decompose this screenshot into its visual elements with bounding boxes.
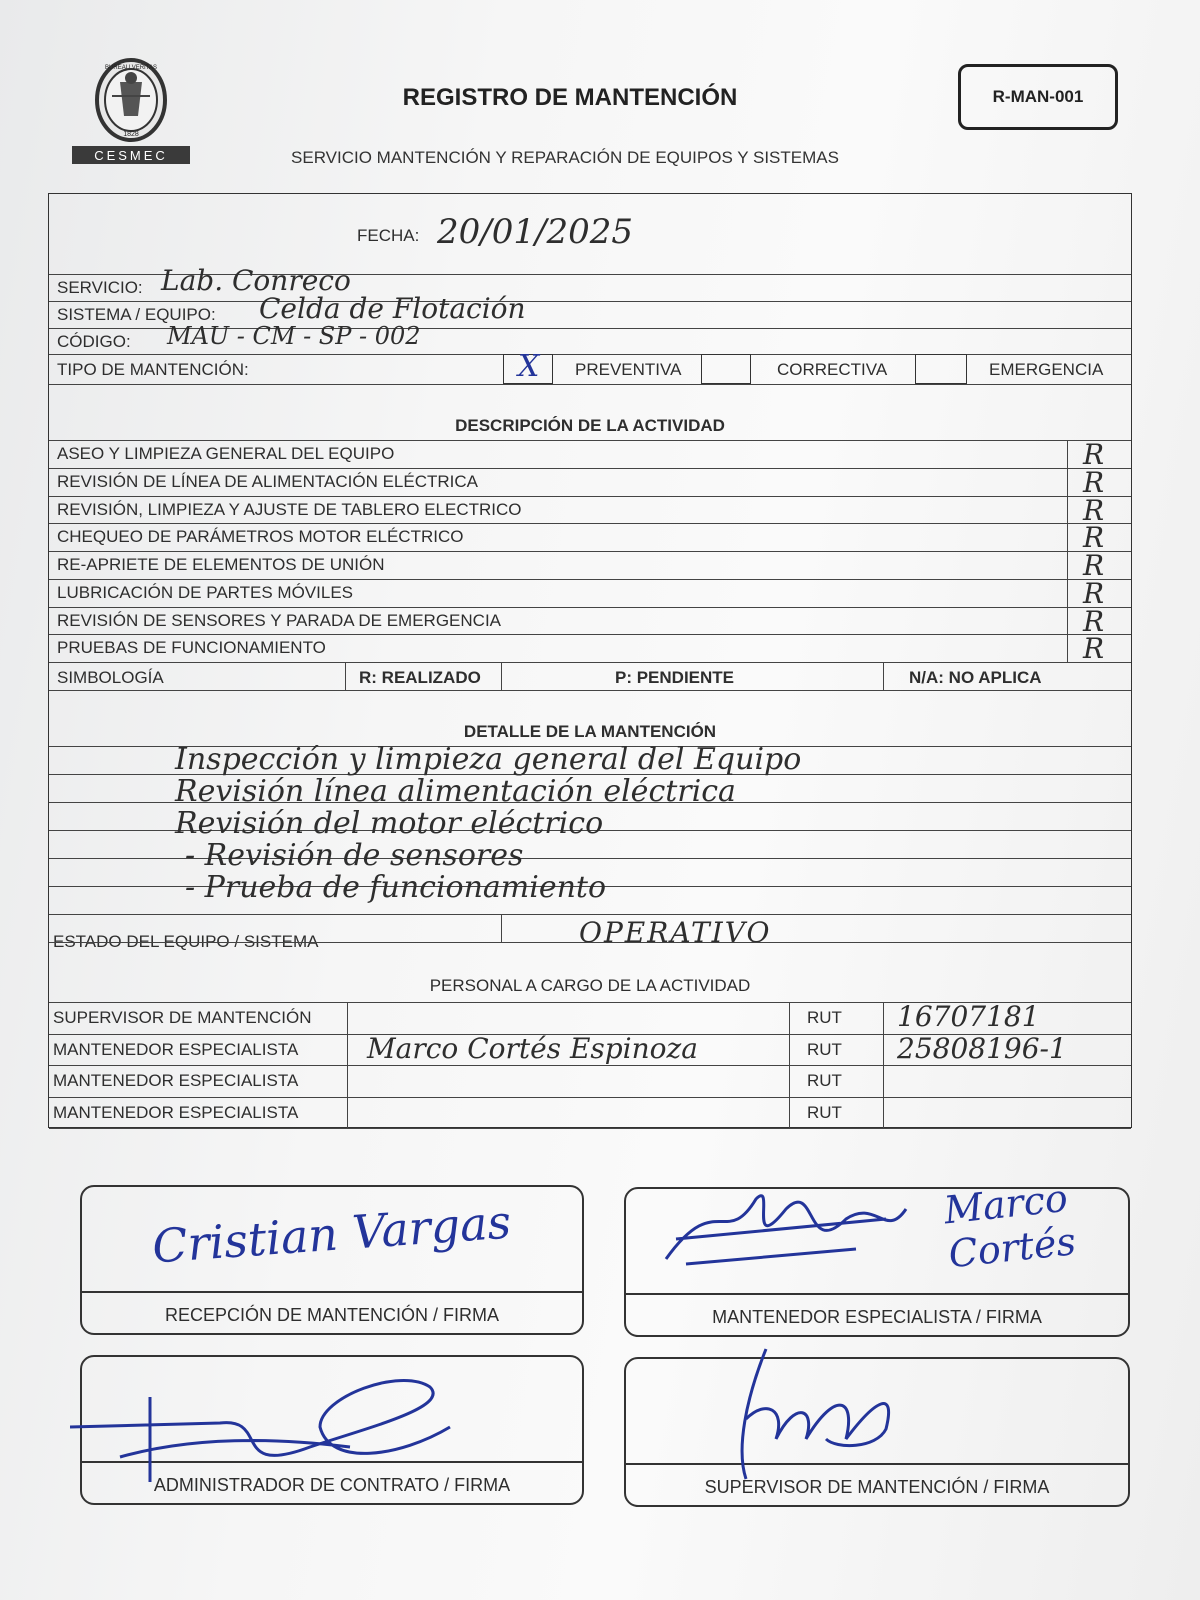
detail-line[interactable]: Revisión del motor eléctrico <box>175 806 604 841</box>
supervisor-signature-box[interactable] <box>624 1357 1130 1507</box>
administrador-signature-box[interactable] <box>80 1355 584 1505</box>
rut-label: RUT <box>807 1008 842 1027</box>
activity-label: ASEO Y LIMPIEZA GENERAL DEL EQUIPO <box>57 444 395 463</box>
activity-status[interactable]: R <box>1083 438 1105 471</box>
personnel-name[interactable]: Marco Cortés Espinoza <box>367 1031 698 1065</box>
recepcion-caption: RECEPCIÓN DE MANTENCIÓN / FIRMA <box>164 1305 500 1325</box>
mantenedor-signature: Marco Cortés <box>941 1175 1078 1277</box>
emergencia-checkbox[interactable] <box>915 354 967 384</box>
rut-label: RUT <box>807 1071 842 1090</box>
fecha-value[interactable]: 20/01/2025 <box>437 212 633 252</box>
page-title: REGISTRO DE MANTENCIÓN <box>402 84 738 111</box>
bureau-veritas-logo <box>72 56 190 168</box>
rut-value[interactable]: 25808196-1 <box>897 1031 1067 1065</box>
activity-label: REVISIÓN, LIMPIEZA Y AJUSTE DE TABLERO ELECTRICO <box>57 499 522 519</box>
activity-label: CHEQUEO DE PARÁMETROS MOTOR ELÉCTRICO <box>57 527 464 547</box>
emergencia-label: EMERGENCIA <box>989 360 1104 379</box>
sistema-label: SISTEMA / EQUIPO: <box>57 305 216 324</box>
correctiva-checkbox[interactable] <box>701 354 751 384</box>
activity-status[interactable]: R <box>1083 549 1105 582</box>
personnel-role: MANTENEDOR ESPECIALISTA <box>53 1039 299 1059</box>
logo-year: 1828 <box>123 131 139 138</box>
personnel-role: MANTENEDOR ESPECIALISTA <box>53 1071 299 1090</box>
personnel-role: MANTENEDOR ESPECIALISTA <box>53 1102 299 1122</box>
activity-label: REVISIÓN DE SENSORES Y PARADA DE EMERGENCIA <box>57 610 502 630</box>
pendiente-legend: P: PENDIENTE <box>615 668 735 687</box>
servicio-label: SERVICIO: <box>57 278 143 297</box>
logo-band-text: CESMEC <box>94 148 168 163</box>
preventiva-check-mark: X <box>518 349 540 384</box>
rut-value[interactable]: 16707181 <box>897 1000 1040 1033</box>
activity-label: LUBRICACIÓN DE PARTES MÓVILES <box>57 582 353 602</box>
activity-status[interactable]: R <box>1083 604 1105 638</box>
administrador-signature-scribble <box>70 1367 490 1487</box>
rut-label: RUT <box>807 1039 842 1059</box>
estado-label: ESTADO DEL EQUIPO / SISTEMA <box>53 932 319 951</box>
supervisor-signature-scribble <box>706 1339 926 1489</box>
detail-line[interactable]: - Prueba de funcionamiento <box>185 870 607 905</box>
activity-status[interactable]: R <box>1083 493 1105 527</box>
activity-label: REVISIÓN DE LÍNEA DE ALIMENTACIÓN ELÉCTRICA <box>57 471 479 491</box>
detail-line[interactable]: Revisión línea alimentación eléctrica <box>175 774 736 809</box>
activity-status[interactable]: R <box>1083 465 1105 499</box>
simbologia-label: SIMBOLOGÍA <box>57 668 164 687</box>
realizado-legend: R: REALIZADO <box>359 668 481 687</box>
preventiva-checkbox[interactable] <box>503 349 553 384</box>
mantenedor-caption: MANTENEDOR ESPECIALISTA / FIRMA <box>712 1307 1042 1327</box>
sistema-value[interactable]: Celda de Flotación <box>259 292 526 325</box>
codigo-value[interactable]: MAU - CM - SP - 002 <box>167 322 421 350</box>
servicio-value[interactable]: Lab. Conreco <box>161 264 351 297</box>
rut-label: RUT <box>807 1102 842 1122</box>
tipo-label: TIPO DE MANTENCIÓN: <box>57 360 249 379</box>
activity-status[interactable]: R <box>1083 632 1105 666</box>
activity-label: PRUEBAS DE FUNCIONAMIENTO <box>57 638 326 658</box>
personnel-heading: PERSONAL A CARGO DE LA ACTIVIDAD <box>429 976 751 995</box>
form-frame <box>48 193 1132 1128</box>
detail-line[interactable]: - Revisión de sensores <box>185 838 524 873</box>
correctiva-label: CORRECTIVA <box>777 360 888 379</box>
fecha-label: FECHA: <box>357 226 420 245</box>
description-heading: DESCRIPCIÓN DE LA ACTIVIDAD <box>455 416 725 435</box>
recepcion-signature: Cristian Vargas <box>150 1194 513 1274</box>
activity-label: RE-APRIETE DE ELEMENTOS DE UNIÓN <box>57 555 385 574</box>
detail-heading: DETALLE DE LA MANTENCIÓN <box>463 722 717 741</box>
estado-value[interactable]: OPERATIVO <box>579 916 772 949</box>
mantenedor-signature-box[interactable] <box>624 1175 1130 1337</box>
activity-status[interactable]: R <box>1083 576 1105 610</box>
page-subtitle: SERVICIO MANTENCIÓN Y REPARACIÓN DE EQUIPOS Y SISTEMAS <box>291 148 839 167</box>
form-code-badge: R-MAN-001 <box>958 64 1118 130</box>
activity-status[interactable]: R <box>1083 521 1105 555</box>
recepcion-signature-box[interactable] <box>80 1185 584 1335</box>
personnel-role: SUPERVISOR DE MANTENCIÓN <box>53 1008 312 1027</box>
preventiva-label: PREVENTIVA <box>575 360 682 379</box>
supervisor-caption: SUPERVISOR DE MANTENCIÓN / FIRMA <box>704 1477 1050 1497</box>
logo-text: BUREAU VERITAS <box>105 65 157 71</box>
detail-line[interactable]: Inspección y limpieza general del Equipo <box>175 742 802 777</box>
codigo-label: CÓDIGO: <box>57 332 131 351</box>
administrador-caption: ADMINISTRADOR DE CONTRATO / FIRMA <box>153 1475 511 1495</box>
no-aplica-legend: N/A: NO APLICA <box>909 668 1042 687</box>
